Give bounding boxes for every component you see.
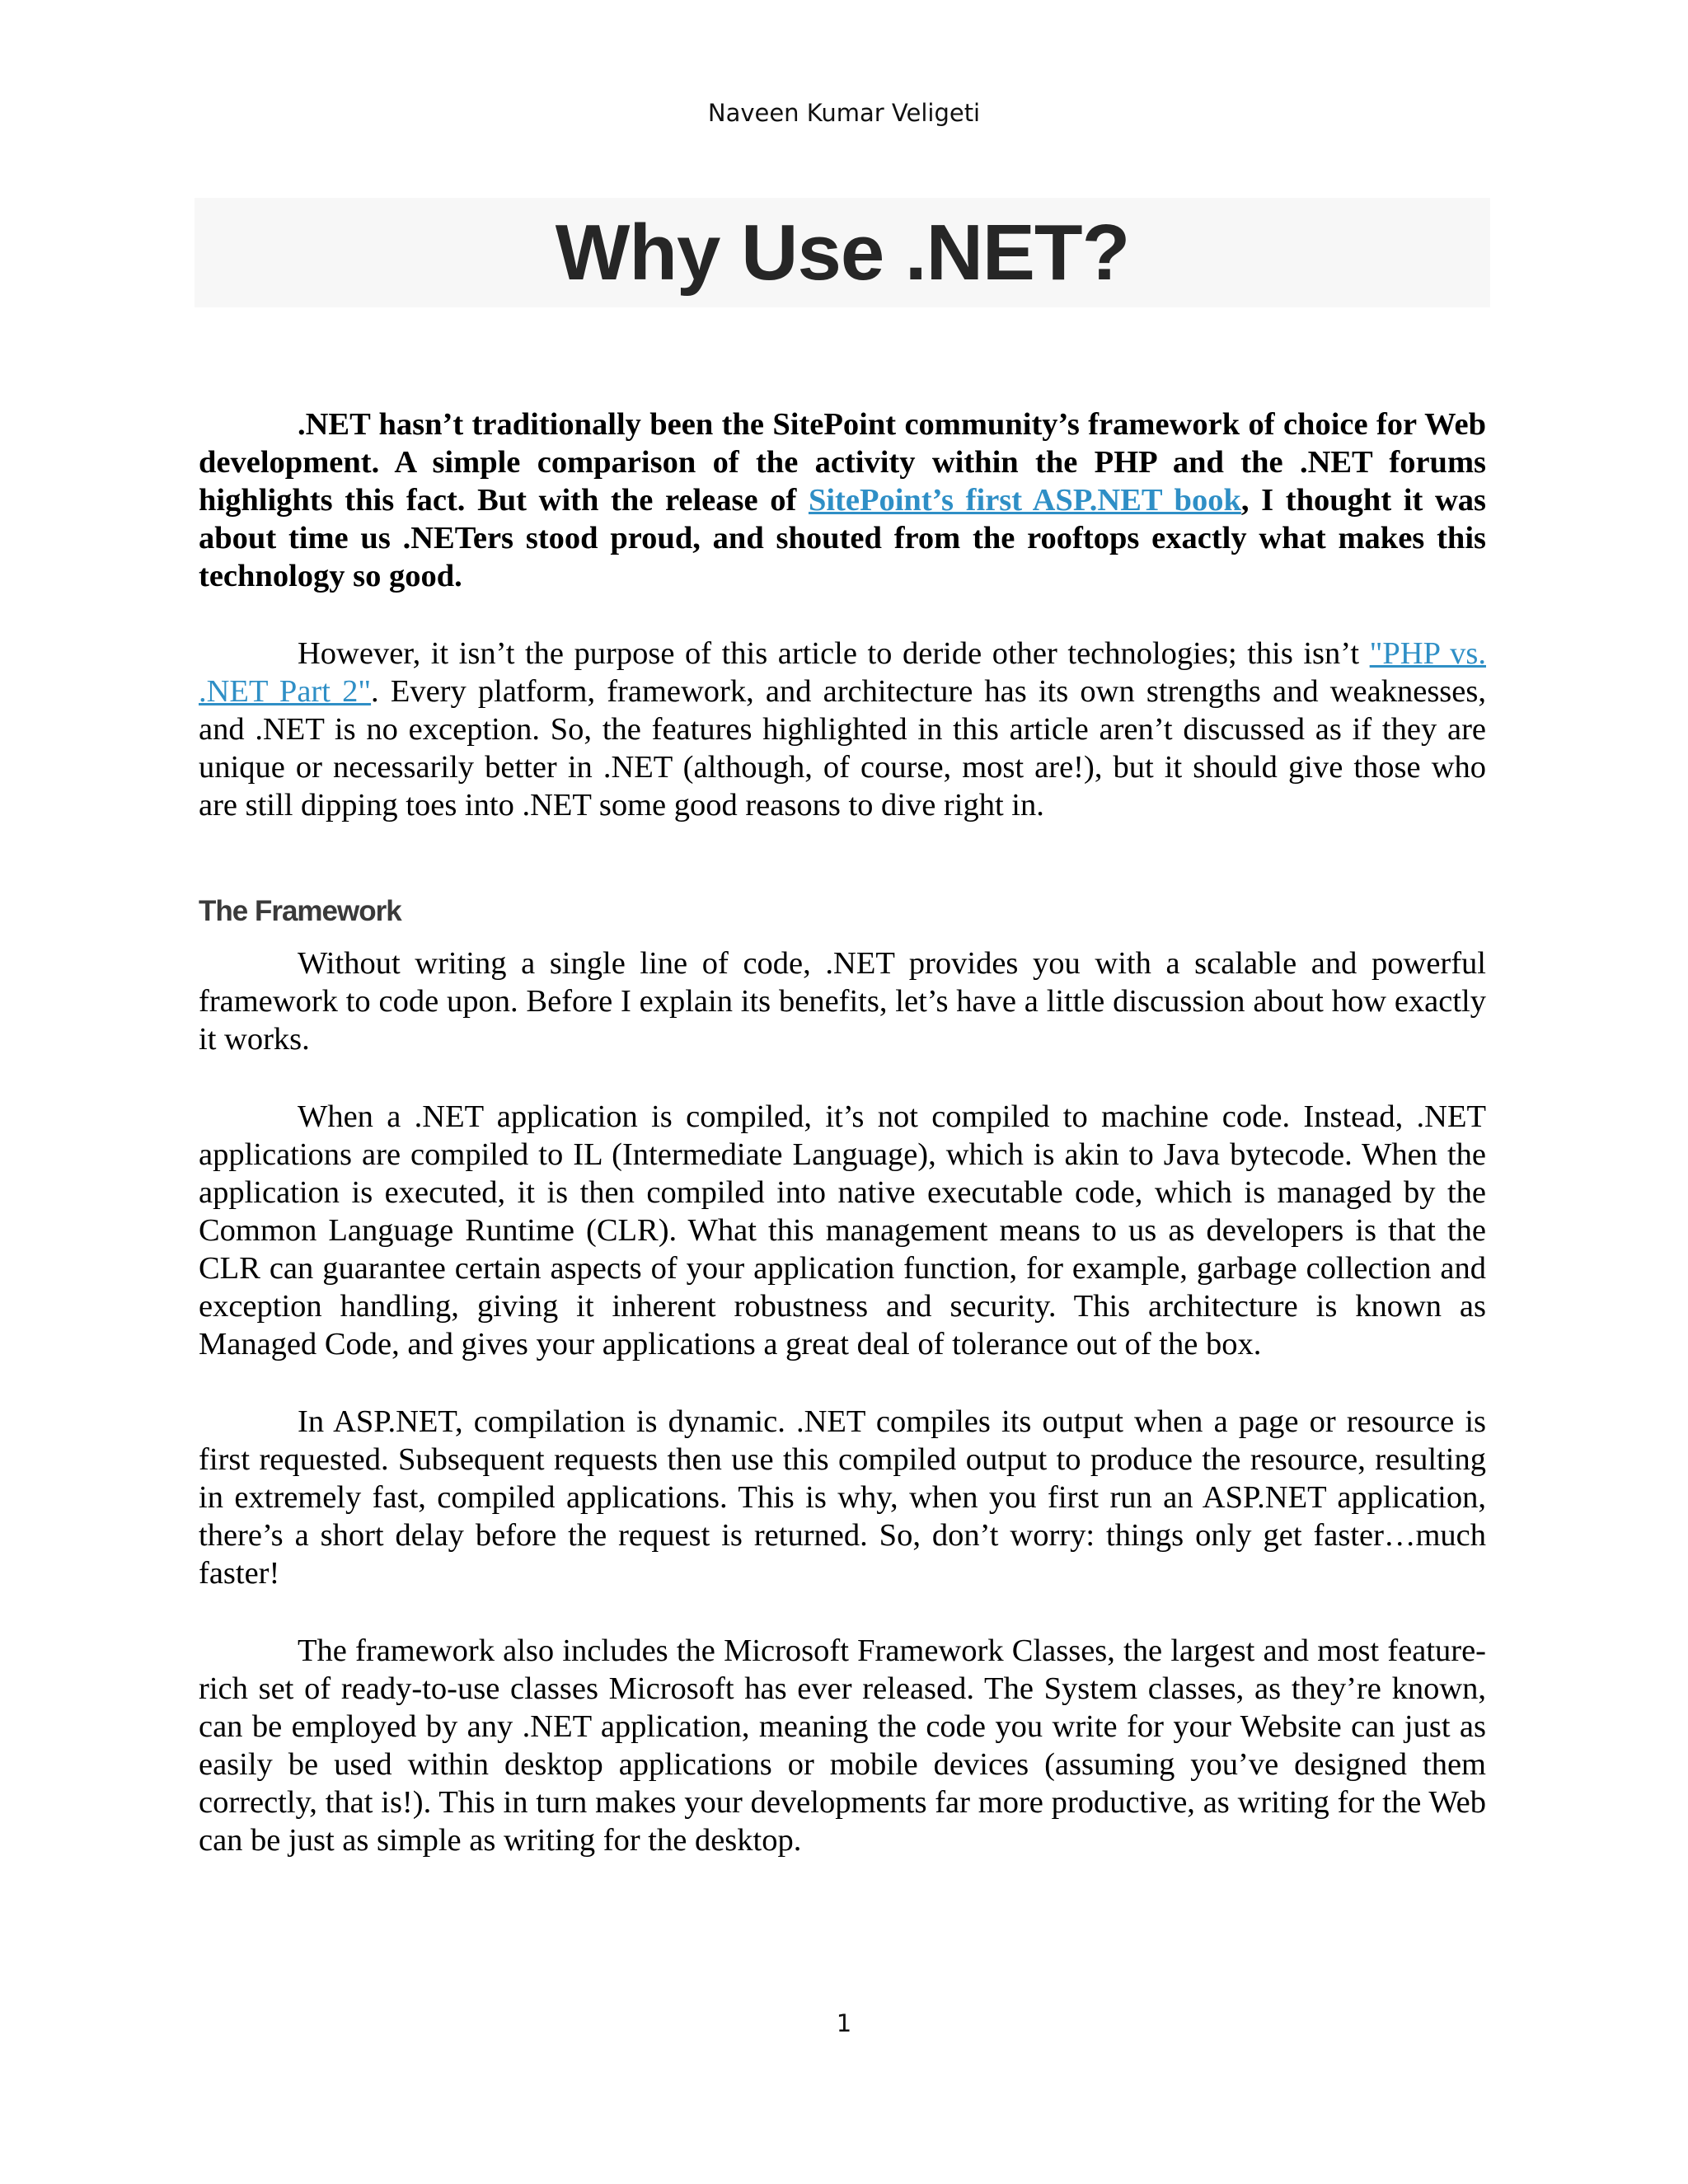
para2-text-before-link: However, it isn’t the purpose of this article to deride other technologies; this isn’t	[298, 636, 1370, 671]
sitepoint-book-link[interactable]: SitePoint’s first ASP.NET book	[808, 483, 1241, 518]
framework-paragraph-3: In ASP.NET, compilation is dynamic. .NET compiles its output when a page or resource is first requested. Subsequent requests then use this compiled output to produce the resource, resulting in extremely fast, compiled applications. This is why, when you first run an ASP.NET application, there’s a short delay before the request is returned. So, don’t worry: things only get faster…much faster!	[199, 1404, 1486, 1591]
php-vs-net-link[interactable]: "PHP vs. .NET Part 2"	[199, 636, 1486, 709]
framework-paragraph-2: When a .NET application is compiled, it’s not compiled to machine code. Instead, .NET applications are compiled to IL (Intermediate Language), which is akin to Java bytecode. When the application is executed, it is then compiled into native executable code, which is managed by the Common Language Runtime (CLR). What this management means to us as developers is that the CLR can guarantee certain aspects of your application function, for example, garbage collection and exception handling, giving it inherent robustness and security. This architecture is known as Managed Code, and gives your applications a great deal of tolerance out of the box.	[199, 1099, 1486, 1361]
framework-paragraph-4: The framework also includes the Microsoft Framework Classes, the largest and most feature-rich set of ready-to-use classes Microsoft has ever released. The System classes, as they’re known, can be employed by any .NET application, meaning the code you write for your Website can just as easily be used within desktop applications or mobile devices (assuming you’ve designed them correctly, that is!). This in turn makes your developments far more productive, as writing for the Web can be just as simple as writing for the desktop.	[199, 1633, 1486, 1858]
second-paragraph	[199, 635, 1486, 824]
page-title: Why Use .NET?	[555, 208, 1130, 297]
intro-paragraph	[199, 405, 1486, 595]
intro-text-before-link: .NET hasn’t traditionally been the SitePoint community’s framework of choice for Web development. A simple comparison of the activity within the PHP and the .NET forums highlights this fact. But with the release of	[199, 407, 1486, 518]
page-number: 1	[836, 2009, 852, 2037]
title-banner	[195, 198, 1490, 307]
section-heading-framework: The Framework	[199, 895, 401, 927]
article-body	[199, 405, 1486, 1859]
framework-paragraph-1: Without writing a single line of code, .NET provides you with a scalable and powerful framework to code upon. Before I explain its benefits, let’s have a little discussion about how exactly it works.	[199, 946, 1486, 1057]
para2-text-after-link: . Every platform, framework, and architecture has its own strengths and weaknesses, and .NET is no exception. So, the features highlighted in this article aren’t discussed as if they are unique or necessarily better in .NET (although, of course, most are!), but it should give those who are still dipping toes into .NET some good reasons to dive right in.	[199, 674, 1486, 823]
intro-text-after-link: , I thought it was about time us .NETers stood proud, and shouted from the rooftops exactly what makes this technology so good.	[199, 483, 1486, 593]
page-header-author: Naveen Kumar Veligeti	[707, 99, 981, 127]
